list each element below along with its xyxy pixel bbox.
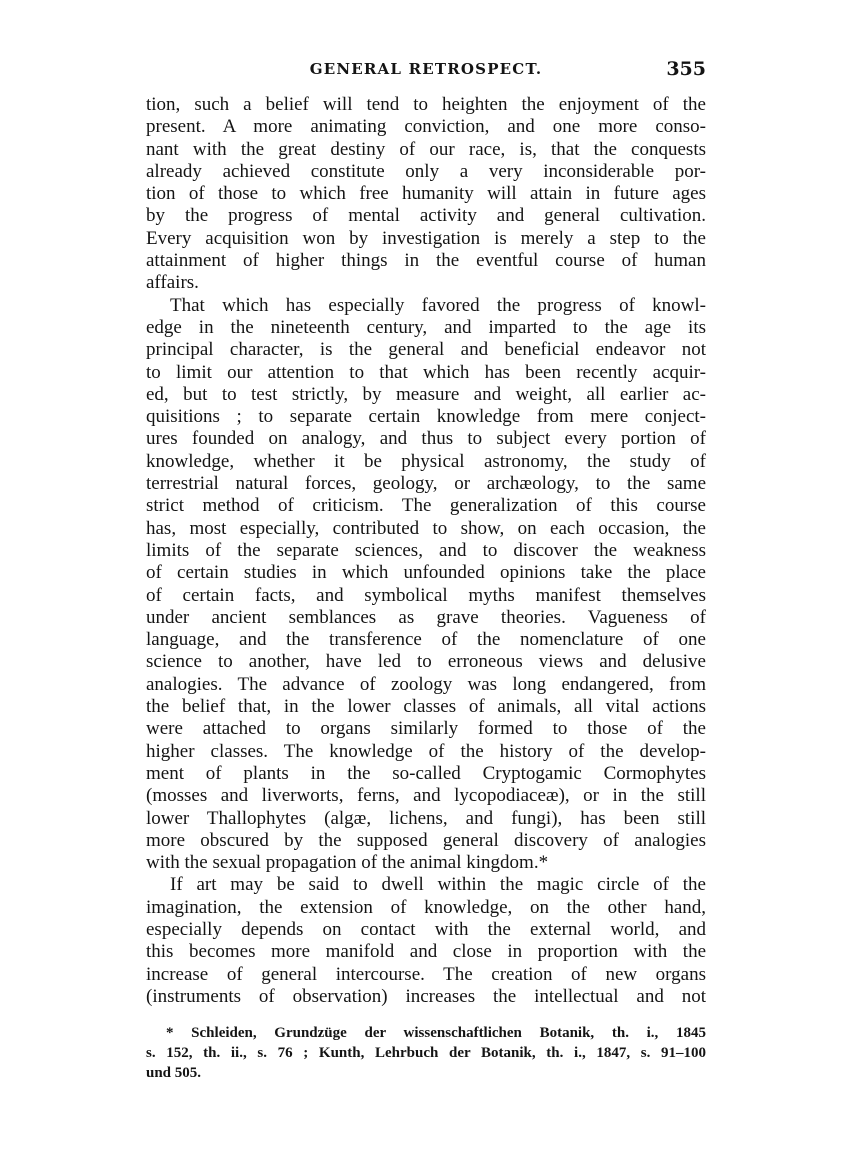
text-line: That which has especially favored the progress of knowl- — [170, 294, 706, 316]
text-line: tion, such a belief will tend to heighten the enjoyment of the — [146, 94, 706, 115]
text-line: science to another, have led to erroneous views and delusive — [146, 651, 706, 673]
text-line: more obscured by the supposed general discovery of analogies — [146, 829, 706, 851]
text-line: affairs. — [146, 272, 199, 294]
text-line: If art may be said to dwell within the magic circle of the — [170, 874, 706, 896]
text-line: quisitions ; to separate certain knowledge from mere conject- — [146, 406, 706, 428]
running-head — [146, 60, 706, 88]
text-line: higher classes. The knowledge of the history of the develop- — [146, 740, 706, 762]
text-line: analogies. The advance of zoology was long endangered, from — [146, 673, 706, 695]
footnote — [146, 1023, 706, 1083]
text-line: were attached to organs similarly formed to those of the — [146, 718, 706, 740]
text-line: has, most especially, contributed to show, on each occasion, the — [146, 517, 706, 539]
text-line: nant with the great destiny of our race, is, that the conquests — [146, 138, 706, 160]
text-line: knowledge, whether it be physical astronomy, the study of — [146, 450, 706, 472]
text-line: of certain studies in which unfounded opinions take the place — [146, 562, 706, 584]
text-line: language, and the transference of the nomenclature of one — [146, 629, 706, 651]
text-line: this becomes more manifold and close in proportion with the — [146, 941, 706, 963]
text-line: of certain facts, and symbolical myths manifest themselves — [146, 584, 706, 606]
text-line: by the progress of mental activity and general cultivation. — [146, 205, 706, 227]
text-line: strict method of criticism. The generalization of this course — [146, 495, 706, 517]
text-line: the belief that, in the lower classes of animals, all vital actions — [146, 696, 706, 718]
running-head-title: GENERAL RETROSPECT. — [309, 60, 543, 78]
text-line: edge in the nineteenth century, and imparted to the age its — [146, 316, 706, 338]
footnote-line: s. 152, th. ii., s. 76 ; Kunth, Lehrbuch der Botanik, th. i., 1847, s. 91–100 — [146, 1045, 706, 1061]
text-line: increase of general intercourse. The creation of new organs — [146, 963, 706, 985]
text-line: principal character, is the general and beneficial endeavor not — [146, 339, 706, 361]
text-line: with the sexual propagation of the animal kingdom.* — [146, 852, 549, 874]
body-text — [146, 94, 706, 1008]
text-line: already achieved constitute only a very inconsiderable por- — [146, 160, 706, 182]
text-line: tion of those to which free humanity will attain in future ages — [146, 183, 706, 205]
text-line: imagination, the extension of knowledge, on the other hand, — [146, 896, 706, 918]
text-line: ed, but to test strictly, by measure and weight, all earlier ac- — [146, 383, 706, 405]
paragraph — [146, 94, 706, 295]
text-line: (instruments of observation) increases the intellectual and not — [146, 985, 706, 1007]
paragraph — [146, 295, 706, 875]
text-line: ment of plants in the so-called Cryptogamic Cormophytes — [146, 762, 706, 784]
text-line: Every acquisition won by investigation is merely a step to the — [146, 227, 706, 249]
text-line: terrestrial natural forces, geology, or archæology, to the same — [146, 473, 706, 495]
text-line: attainment of higher things in the eventful course of human — [146, 250, 706, 272]
footnote-line: und 505. — [146, 1065, 202, 1081]
footnote-line: * Schleiden, Grundzüge der wissenschaftlichen Botanik, th. i., 1845 — [166, 1025, 706, 1041]
text-line: limits of the separate sciences, and to discover the weakness — [146, 539, 706, 561]
page-number: 355 — [666, 58, 706, 80]
paragraph — [146, 874, 706, 1008]
text-line: to limit our attention to that which has been recently acquir- — [146, 361, 706, 383]
text-line: under ancient semblances as grave theories. Vagueness of — [146, 606, 706, 628]
text-line: ures founded on analogy, and thus to subject every portion of — [146, 428, 706, 450]
text-line: present. A more animating conviction, and one more conso- — [146, 116, 706, 138]
text-line: lower Thallophytes (algæ, lichens, and fungi), has been still — [146, 807, 706, 829]
text-line: (mosses and liverworts, ferns, and lycopodiaceæ), or in the still — [146, 785, 706, 807]
text-line: especially depends on contact with the external world, and — [146, 918, 706, 940]
